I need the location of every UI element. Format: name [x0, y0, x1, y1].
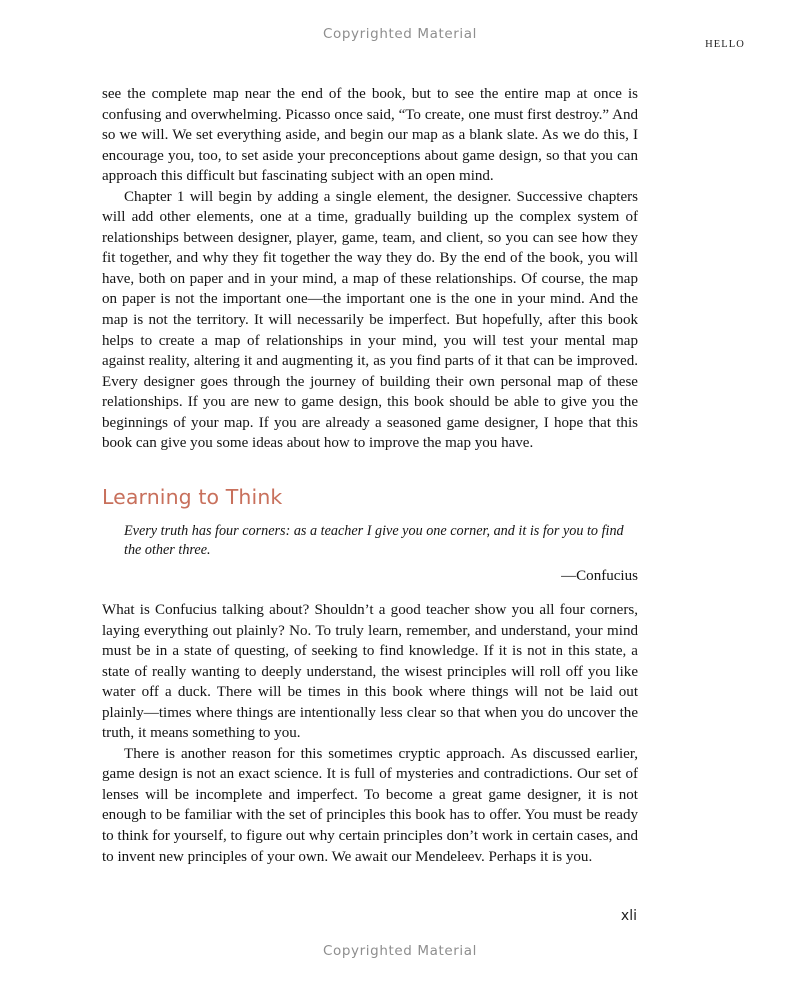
paragraph-cryptic-approach: There is another reason for this sometimes cryptic approach. As discussed earlier, game design is not an exact science. It is full of mysteries and contradictions. Our set of lenses will be incomplete and imperfect. To become a great game designer, it is not enough to be familiar with the set of principles this book has to offer. You must be ready to think for yourself, to figure out why certain principles don’t work in certain cases, and to invent new principles of your own. We await our Mendeleev. Perhaps it is you.	[102, 745, 638, 865]
section-heading-learning-to-think: Learning to Think	[102, 485, 283, 509]
paragraph-map: see the complete map near the end of the book, but to see the entire map at once is confusing and overwhelming. Picasso once said, “To create, one must first destroy.” And so we will. We set everything aside, and begin our map as a blank slate. As we do this, I encourage you, too, to set aside your preconceptions about game design, so that you can approach this difficult but fascinating subject with an open mind.	[102, 86, 638, 185]
epigraph-quote: Every truth has four corners: as a teacher I give you one corner, and it is for you to find the other three.	[124, 523, 624, 559]
upper-text-column	[102, 84, 638, 454]
lower-text-column	[102, 600, 638, 867]
running-head: HELLO	[705, 39, 745, 50]
paragraph-chapter-one: Chapter 1 will begin by adding a single element, the designer. Successive chapters will add other elements, one at a time, gradually building up the complex system of relationships between designer, player, game, team, and client, so you can see how they fit together, and why they fit together the way they do. By the end of the book, you will have, both on paper and in your mind, a map of these relationships. Of course, the map on paper is not the important one—the important one is the one in your mind. And the map is not the territory. It will necessarily be imperfect. But hopefully, after this book helps to create a map of relationships in your mind, you will test your mental map against reality, altering it and augmenting it, as you find parts of it that can be improved. Every designer goes through the journey of building their own personal map of these relationships. If you are new to game design, this book should be able to give you the beginnings of your map. If you are already a seasoned game designer, I hope that this book can give you some ideas about how to improve the map you have.	[102, 188, 638, 452]
header-copyright-watermark: Copyrighted Material	[323, 26, 477, 42]
epigraph-attribution: —Confucius	[561, 568, 638, 584]
page-number: xli	[620, 908, 637, 924]
footer-copyright-watermark: Copyrighted Material	[323, 943, 477, 959]
epigraph-block	[124, 522, 624, 561]
paragraph-confucius: What is Confucius talking about? Shouldn’t a good teacher show you all four corners, laying everything out plainly? No. To truly learn, remember, and understand, your mind must be in a state of questing, of seeking to find knowledge. If it is not in this state, a state of really wanting to deeply understand, the wisest principles will roll off you like water off a duck. There will be times in this book where things will not be laid out plainly—times where things are intentionally less clear so that when you do uncover the truth, it means something to you.	[102, 602, 638, 742]
